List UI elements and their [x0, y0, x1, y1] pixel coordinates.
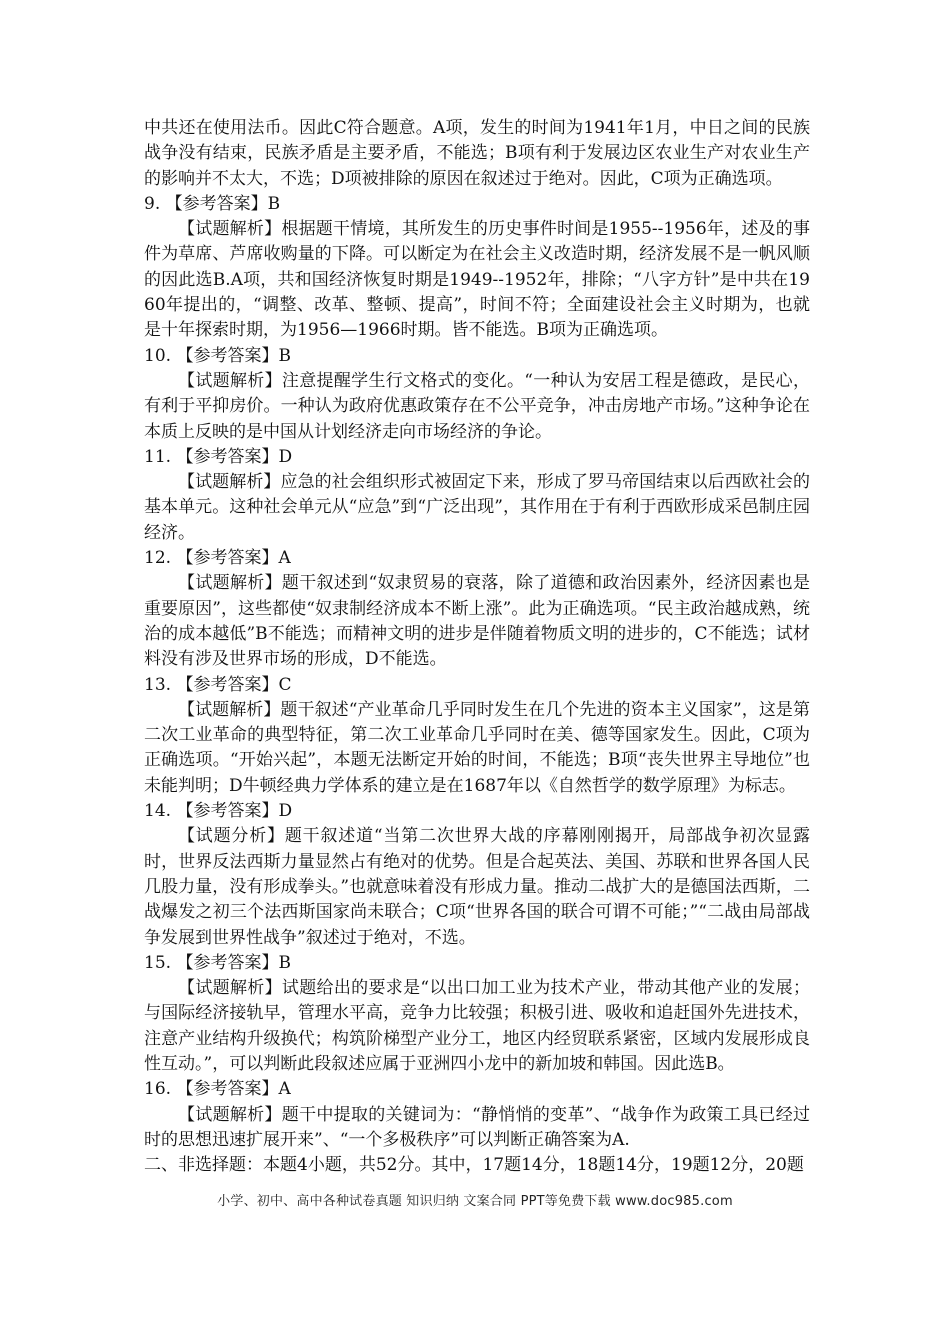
answer-paragraph: 14. 【参考答案】D	[144, 801, 293, 822]
answer-explanations	[144, 116, 810, 1178]
explanation-paragraph: 【试题解析】题干叙述到“奴隶贸易的衰落，除了道德和政治因素外，经济因素也是重要原因”，这些都使“奴隶制经济成本不断上涨”。此为正确选项。“民主政治越成熟，统治的成本越低”B不能选；而精神文明的进步是伴随着物质文明的进步的，C不能选；试材料没有涉及世界市场的形成，D不能选。	[144, 573, 810, 670]
explanation-paragraph: 【试题解析】题干中提取的关键词为：“静悄悄的变革”、“战争作为政策工具已经过时的思想迅速扩展开来”、“一个多极秩序”可以判断正确答案为A.	[144, 1104, 810, 1150]
explanation-paragraph: 【试题分析】题干叙述道“当第二次世界大战的序幕刚刚揭开，局部战争初次显露时，世界反法西斯力量显然占有绝对的优势。但是合起英法、美国、苏联和世界各国人民几股力量，没有形成拳头。”也就意味着没有形成力量。推动二战扩大的是德国法西斯，二战爆发之初三个法西斯国家尚未联合；C项“世界各国的联合可谓不可能；”“二战由局部战争发展到世界性战争”叙述过于绝对，不选。	[144, 826, 810, 948]
answer-paragraph: 10. 【参考答案】B	[144, 345, 291, 366]
answer-paragraph: 15. 【参考答案】B	[144, 952, 291, 973]
explanation-paragraph: 【试题解析】题干叙述“产业革命几乎同时发生在几个先进的资本主义国家”，这是第二次工业革命的典型特征，第二次工业革命几乎同时在美、德等国家发生。因此，C项为正确选项。“开始兴起”，本题无法断定开始的时间，不能选；B项“丧失世界主导地位”也未能判明；D牛顿经典力学体系的建立是在1687年以《自然哲学的数学原理》为标志。	[144, 699, 810, 796]
answer-paragraph: 中共还在使用法币。因此C符合题意。A项，发生的时间为1941年1月，中日之间的民族战争没有结束，民族矛盾是主要矛盾，不能选；B项有利于发展边区农业生产对农业生产的影响并不太大，不选；D项被排除的原因在叙述过于绝对。因此，C项为正确选项。	[144, 118, 810, 189]
explanation-paragraph: 【试题解析】应急的社会组织形式被固定下来，形成了罗马帝国结束以后西欧社会的基本单元。这种社会单元从“应急”到“广泛出现”，其作用在于有利于西欧形成采邑制庄园经济。	[144, 472, 810, 543]
answer-paragraph: 11. 【参考答案】D	[144, 446, 293, 467]
answer-paragraph: 13. 【参考答案】C	[144, 674, 292, 695]
explanation-paragraph: 【试题解析】注意提醒学生行文格式的变化。“一种认为安居工程是德政，是民心，有利于平抑房价。一种认为政府优惠政策存在不公平竞争，冲击房地产市场。”这种争论在本质上反映的是中国从计划经济走向市场经济的争论。	[144, 370, 810, 442]
answer-paragraph: 12. 【参考答案】A	[144, 548, 291, 569]
explanation-paragraph: 【试题解析】根据题干情境，其所发生的历史事件时间是1955--1956年，述及的事件为草席、芦席收购量的下降。可以断定为在社会主义改造时期，经济发展不是一帆风顺的因此选B.A项，共和国经济恢复时期是1949--1952年，排除；“八字方针”是中共在1960年提出的，“调整、改革、整顿、提高”，时间不符；全面建设社会主义时期为，也就是十年探索时期，为1956—1966时期。皆不能选。B项为正确选项。	[144, 219, 810, 341]
answer-paragraph: 二、非选择题：本题4小题，共52分。其中，17题14分，18题14分，19题12分，20题	[144, 1155, 804, 1176]
answer-paragraph: 16. 【参考答案】A	[144, 1079, 291, 1100]
page-footer: 小学、初中、高中各种试卷真题 知识归纳 文案合同 PPT等免费下载 www.doc985.com	[217, 1194, 733, 1209]
explanation-paragraph: 【试题解析】试题给出的要求是“以出口加工业为技术产业，带动其他产业的发展；与国际经济接轨早，管理水平高，竞争力比较强；积极引进、吸收和追赶国外先进技术，注意产业结构升级换代；构筑阶梯型产业分工，地区内经贸联系紧密，区域内发展形成良性互动。”，可以判断此段叙述应属于亚洲四小龙中的新加坡和韩国。因此选B。	[144, 978, 810, 1074]
answer-paragraph: 9. 【参考答案】B	[144, 193, 281, 214]
